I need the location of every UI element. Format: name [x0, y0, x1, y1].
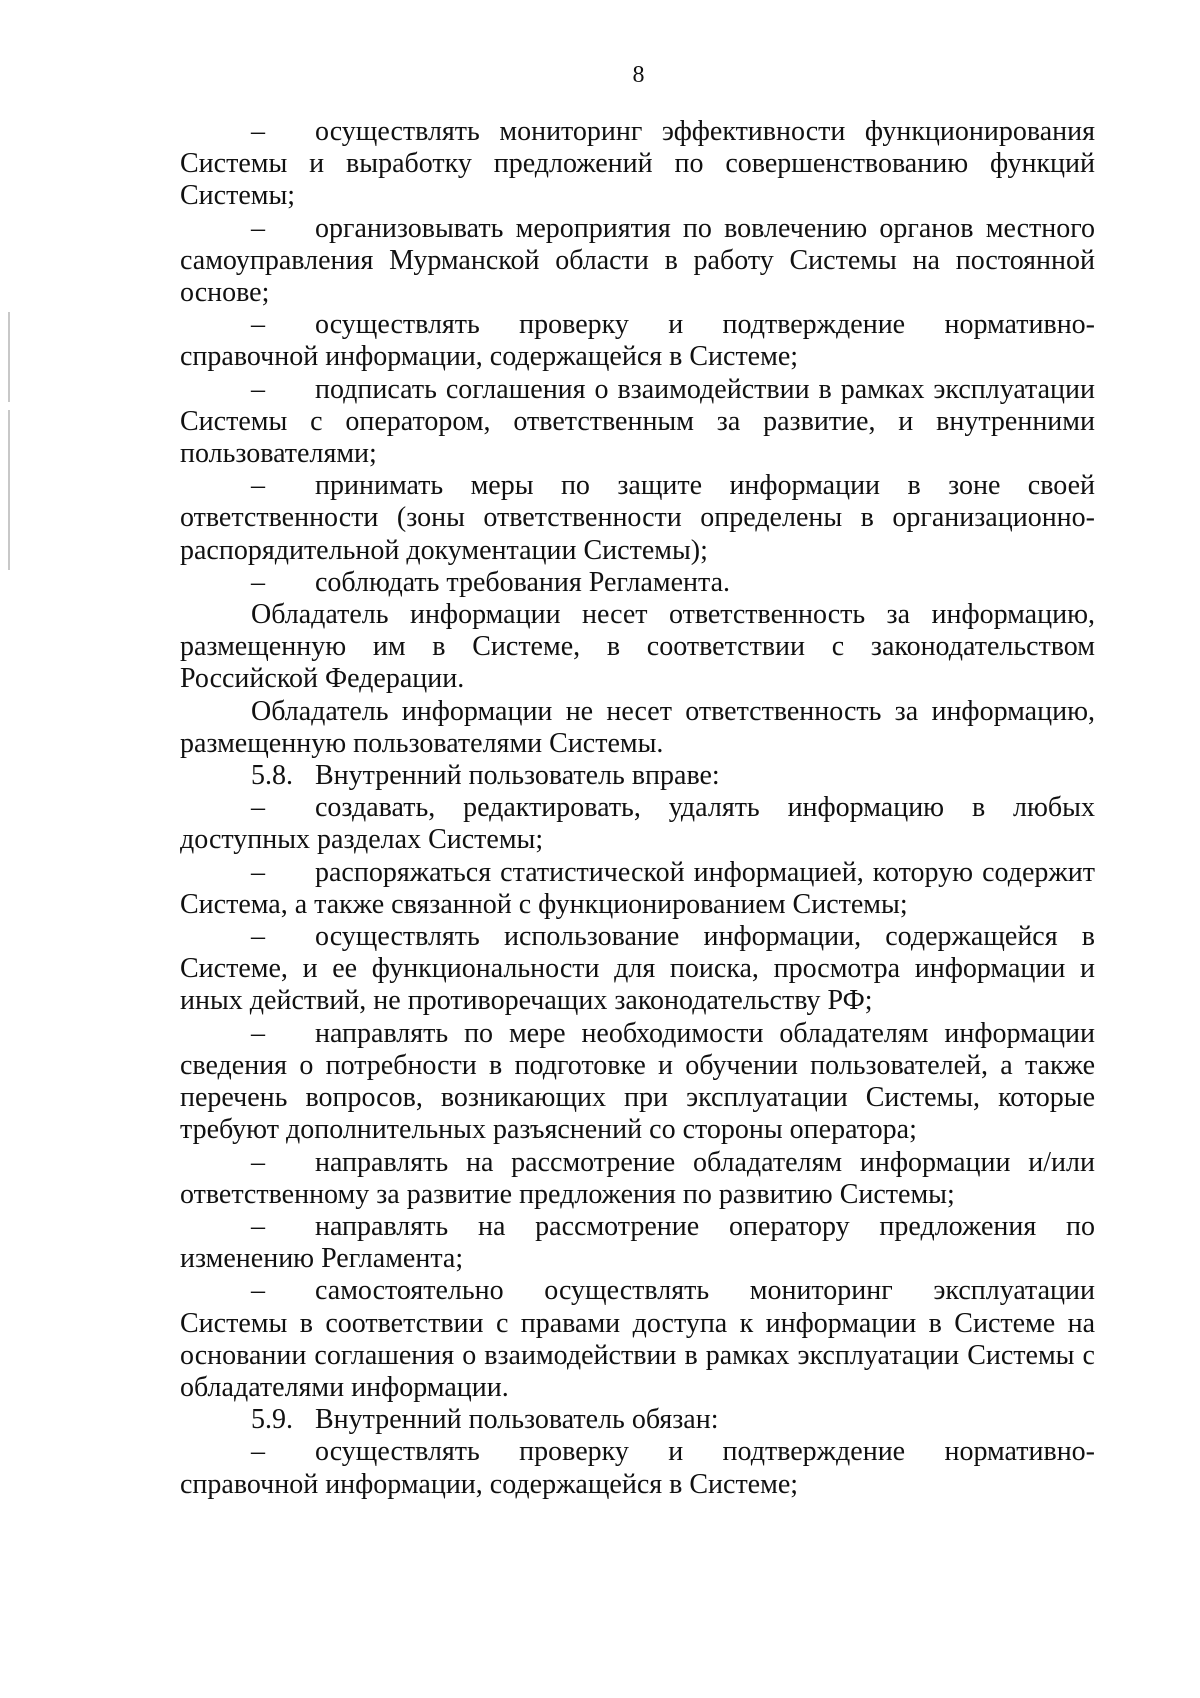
list-dash: –	[251, 116, 265, 147]
scan-edge-mark-1	[8, 312, 10, 402]
paragraph-text: Обладатель информации несет ответственность за информацию, размещенную им в Системе, в соответствии с законодательством Российской Федерации.	[180, 599, 1095, 695]
body-paragraph	[180, 696, 1095, 760]
list-item	[180, 470, 1095, 567]
list-item	[180, 309, 1095, 373]
scan-edge-mark-2	[8, 410, 10, 570]
list-dash: –	[251, 566, 265, 598]
list-dash: –	[251, 792, 265, 824]
list-dash: –	[251, 470, 265, 502]
paragraph-text: самостоятельно осуществлять мониторинг эксплуатации Системы в соответствии с правами доступа к информации в Системе на основании соглашения о взаимодействии в рамках эксплуатации Системы с обладателями информации.	[180, 1275, 1095, 1403]
list-dash: –	[251, 1275, 265, 1307]
body-paragraph	[180, 599, 1095, 696]
paragraph-text: направлять по мере необходимости обладателям информации сведения о потребности в подготовке и обучении пользователей, а также перечень вопросов, возникающих при эксплуатации Системы, которые требуют дополнительных разъяснений со стороны оператора;	[180, 1017, 1095, 1146]
clause-number: 5.9.	[251, 1404, 293, 1436]
paragraph-text: направлять на рассмотрение обладателям информации и/или ответственному за развитие предложения по развитию Системы;	[180, 1146, 1095, 1210]
list-item	[180, 374, 1095, 471]
list-dash: –	[251, 212, 265, 244]
paragraph-text: подписать соглашения о взаимодействии в рамках эксплуатации Системы с оператором, ответственным за развитие, и внутренними пользователями;	[180, 373, 1095, 470]
paragraph-text: соблюдать требования Регламента.	[315, 566, 731, 598]
paragraph-text: организовывать мероприятия по вовлечению органов местного самоуправления Мурманской области в работу Системы на постоянной основе;	[180, 212, 1095, 309]
list-dash: –	[251, 1146, 265, 1178]
list-item	[180, 857, 1095, 921]
page-number: 8	[632, 62, 645, 88]
list-dash: –	[251, 1436, 265, 1468]
list-dash: –	[251, 373, 265, 405]
list-item	[180, 1147, 1095, 1211]
paragraph-text: направлять на рассмотрение оператору предложения по изменению Регламента;	[180, 1210, 1095, 1275]
numbered-clause	[180, 760, 1095, 792]
list-dash: –	[251, 1210, 265, 1242]
numbered-clause	[180, 1404, 1095, 1436]
list-item	[180, 116, 1095, 213]
list-item	[180, 792, 1095, 856]
paragraph-text: Внутренний пользователь вправе:	[315, 760, 720, 792]
list-item	[180, 1211, 1095, 1275]
paragraph-text: осуществлять мониторинг эффективности функционирования Системы и выработку предложений по совершенствованию функций Системы;	[180, 116, 1095, 212]
list-item	[180, 567, 1095, 599]
paragraph-text: Внутренний пользователь обязан:	[315, 1404, 719, 1436]
list-dash: –	[251, 309, 265, 341]
list-item	[180, 213, 1095, 310]
list-item	[180, 1436, 1095, 1500]
document-body	[180, 116, 1095, 1501]
list-item	[180, 1018, 1095, 1147]
paragraph-text: Обладатель информации не несет ответственность за информацию, размещенную пользователями Системы.	[180, 695, 1095, 759]
list-dash: –	[251, 856, 265, 888]
list-item	[180, 1275, 1095, 1404]
paragraph-text: принимать меры по защите информации в зоне своей ответственности (зоны ответственности определены в организационно-распорядительной документации Системы);	[180, 470, 1095, 566]
paragraph-text: осуществлять использование информации, содержащейся в Системе, и ее функциональности для поиска, просмотра информации и иных действий, не противоречащих законодательству РФ;	[180, 921, 1095, 1017]
list-item	[180, 921, 1095, 1018]
paragraph-text: создавать, редактировать, удалять информацию в любых доступных разделах Системы;	[180, 792, 1095, 856]
list-dash: –	[251, 1017, 265, 1049]
clause-number: 5.8.	[251, 760, 293, 792]
paragraph-text: осуществлять проверку и подтверждение нормативно-справочной информации, содержащейся в Системе;	[180, 1436, 1095, 1500]
paragraph-text: распоряжаться статистической информацией, которую содержит Система, а также связанной с функционированием Системы;	[180, 856, 1095, 920]
list-dash: –	[251, 921, 265, 953]
paragraph-text: осуществлять проверку и подтверждение нормативно-справочной информации, содержащейся в Системе;	[180, 309, 1095, 373]
